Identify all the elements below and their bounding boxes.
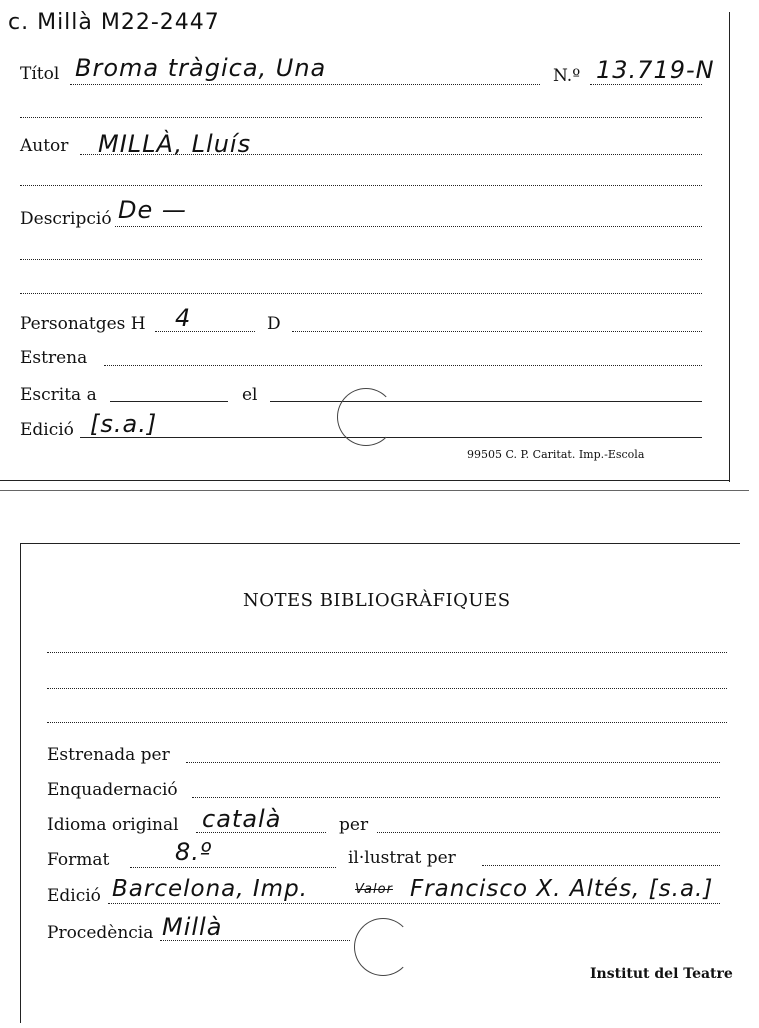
printer-imprint: 99505 C. P. Caritat. Imp.-Escola — [467, 448, 645, 461]
illustrat-label: il·lustrat per — [348, 848, 456, 868]
institution-footer: Institut del Teatre — [590, 966, 733, 982]
notes-line-1 — [47, 652, 727, 653]
escrita-line — [110, 401, 228, 402]
format-label: Format — [47, 850, 110, 870]
estrenada-label: Estrenada per — [47, 745, 170, 765]
notes-edicio-label: Edició — [47, 886, 101, 906]
personatges-h-value: 4 — [175, 304, 192, 332]
escrita-label: Escrita a — [20, 385, 97, 405]
card-top-right-border — [729, 12, 730, 482]
punch-hole — [337, 388, 395, 446]
card-bottom-top-border — [20, 543, 740, 544]
number-value: 13.719-N — [596, 56, 715, 84]
descripcio-line-3 — [20, 293, 702, 294]
titol-continuation-line — [20, 117, 702, 118]
enquadernacio-label: Enquadernació — [47, 780, 178, 800]
card-separator-line — [0, 490, 749, 491]
estrena-line — [104, 365, 702, 366]
escrita-el-label: el — [242, 385, 258, 405]
notes-edicio-struck-value: Valor — [355, 882, 393, 897]
titol-line — [70, 84, 540, 85]
notes-edicio-value-a: Barcelona, Imp. — [112, 876, 308, 902]
illustrat-line — [482, 865, 720, 866]
procedencia-value: Millà — [162, 913, 223, 941]
escrita-el-line — [270, 401, 702, 402]
idioma-per-line — [377, 832, 720, 833]
titol-label: Títol — [20, 64, 60, 84]
personatges-label: Personatges H — [20, 314, 146, 334]
personatges-d-line — [292, 331, 702, 332]
call-number: c. Millà M22-2447 — [8, 10, 220, 35]
edicio-value: [s.a.] — [90, 410, 158, 438]
idioma-per-label: per — [339, 815, 369, 835]
notes-edicio-value-b: Francisco X. Altés, [s.a.] — [410, 876, 714, 902]
descripcio-value: De — — [118, 196, 187, 224]
format-value: 8.º — [175, 838, 213, 866]
notes-edicio-line — [108, 903, 720, 904]
descripcio-label: Descripció — [20, 209, 112, 229]
estrenada-line — [186, 762, 720, 763]
idioma-label: Idioma original — [47, 815, 179, 835]
notes-heading: NOTES BIBLIOGRÀFIQUES — [243, 590, 511, 611]
autor-label: Autor — [20, 136, 69, 156]
card-top-bottom-border — [0, 480, 729, 481]
titol-value: Broma tràgica, Una — [75, 54, 327, 82]
procedencia-label: Procedència — [47, 923, 154, 943]
edicio-label: Edició — [20, 420, 74, 440]
personatges-h-line — [155, 331, 255, 332]
notes-line-3 — [47, 722, 727, 723]
enquadernacio-line — [192, 797, 720, 798]
format-line — [130, 867, 336, 868]
estrena-label: Estrena — [20, 348, 88, 368]
personatges-d-label: D — [267, 314, 281, 334]
punch-hole-bottom — [354, 918, 412, 976]
notes-line-2 — [47, 688, 727, 689]
autor-continuation-line — [20, 185, 702, 186]
number-line — [590, 84, 702, 85]
card-bottom-left-border — [20, 543, 21, 1023]
edicio-line — [80, 437, 702, 438]
autor-value: MILLÀ, Lluís — [98, 130, 252, 158]
idioma-value: català — [202, 805, 282, 833]
number-label: N.º — [553, 66, 581, 86]
descripcio-line-2 — [20, 259, 702, 260]
descripcio-line — [115, 226, 702, 227]
